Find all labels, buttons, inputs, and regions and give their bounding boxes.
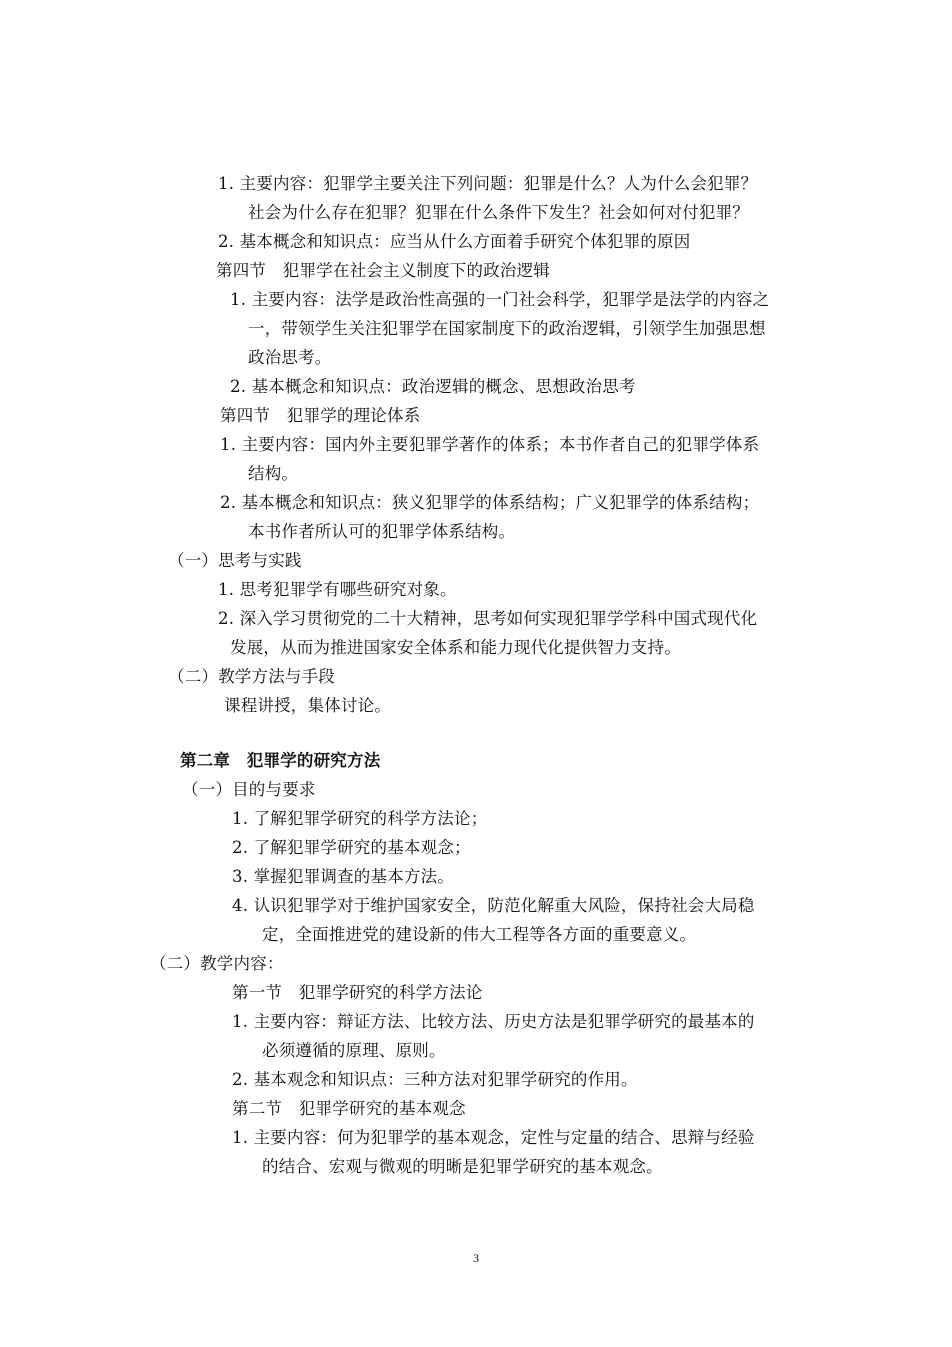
text-line: 1. 思考犯罪学有哪些研究对象。 [218,580,457,599]
text-line: 1. 主要内容：犯罪学主要关注下列问题：犯罪是什么？人为什么会犯罪？ [218,174,758,193]
subsection-heading: （一）思考与实践 [168,551,302,570]
text-line: 一，带领学生关注犯罪学在国家制度下的政治逻辑，引领学生加强思想 [248,319,766,338]
section-heading: 第二节 犯罪学研究的基本观念 [232,1099,466,1118]
text-line: 2. 了解犯罪学研究的基本观念； [232,838,471,857]
subsection-heading: （二）教学方法与手段 [168,667,335,686]
section-heading: 第四节 犯罪学的理论体系 [220,406,421,425]
section-heading: 第一节 犯罪学研究的科学方法论 [232,983,483,1002]
text-line: 2. 基本观念和知识点：三种方法对犯罪学研究的作用。 [232,1070,638,1089]
text-line: 社会为什么存在犯罪？犯罪在什么条件下发生？社会如何对付犯罪？ [248,203,749,222]
text-line: 1. 主要内容：辩证方法、比较方法、历史方法是犯罪学研究的最基本的 [232,1012,755,1031]
text-line: 2. 基本概念和知识点：政治逻辑的概念、思想政治思考 [230,377,636,396]
subsection-heading: （一）目的与要求 [182,780,316,799]
text-line: 1. 主要内容：法学是政治性高强的一门社会科学，犯罪学是法学的内容之 [230,290,770,309]
text-line: 1. 了解犯罪学研究的科学方法论； [232,809,488,828]
text-line: 本书作者所认可的犯罪学体系结构。 [248,522,516,541]
text-line: 3. 掌握犯罪调查的基本方法。 [232,867,454,886]
text-line: 政治思考。 [248,348,332,367]
subsection-heading: （二）教学内容： [150,954,284,973]
text-line: 定，全面推进党的建设新的伟大工程等各方面的重要意义。 [262,925,697,944]
text-line: 2. 基本概念和知识点：应当从什么方面着手研究个体犯罪的原因 [218,232,691,251]
text-line: 课程讲授，集体讨论。 [224,696,391,715]
text-line: 2. 基本概念和知识点：狭义犯罪学的体系结构；广义犯罪学的体系结构； [220,493,760,512]
chapter-heading: 第二章 犯罪学的研究方法 [180,751,381,770]
text-line: 4. 认识犯罪学对于维护国家安全，防范化解重大风险，保持社会大局稳 [232,896,755,915]
text-line: 2. 深入学习贯彻党的二十大精神，思考如何实现犯罪学学科中国式现代化 [218,609,758,628]
section-heading: 第四节 犯罪学在社会主义制度下的政治逻辑 [216,261,550,280]
text-line: 结构。 [248,464,299,483]
text-line: 1. 主要内容：何为犯罪学的基本观念，定性与定量的结合、思辩与经验 [232,1128,755,1147]
text-line: 的结合、宏观与微观的明晰是犯罪学研究的基本观念。 [262,1157,663,1176]
text-line: 1. 主要内容：国内外主要犯罪学著作的体系；本书作者自己的犯罪学体系 [220,435,760,454]
page-number: 3 [473,1251,479,1265]
text-line: 必须遵循的原理、原则。 [262,1041,446,1060]
text-line: 发展，从而为推进国家安全体系和能力现代化提供智力支持。 [230,638,681,657]
